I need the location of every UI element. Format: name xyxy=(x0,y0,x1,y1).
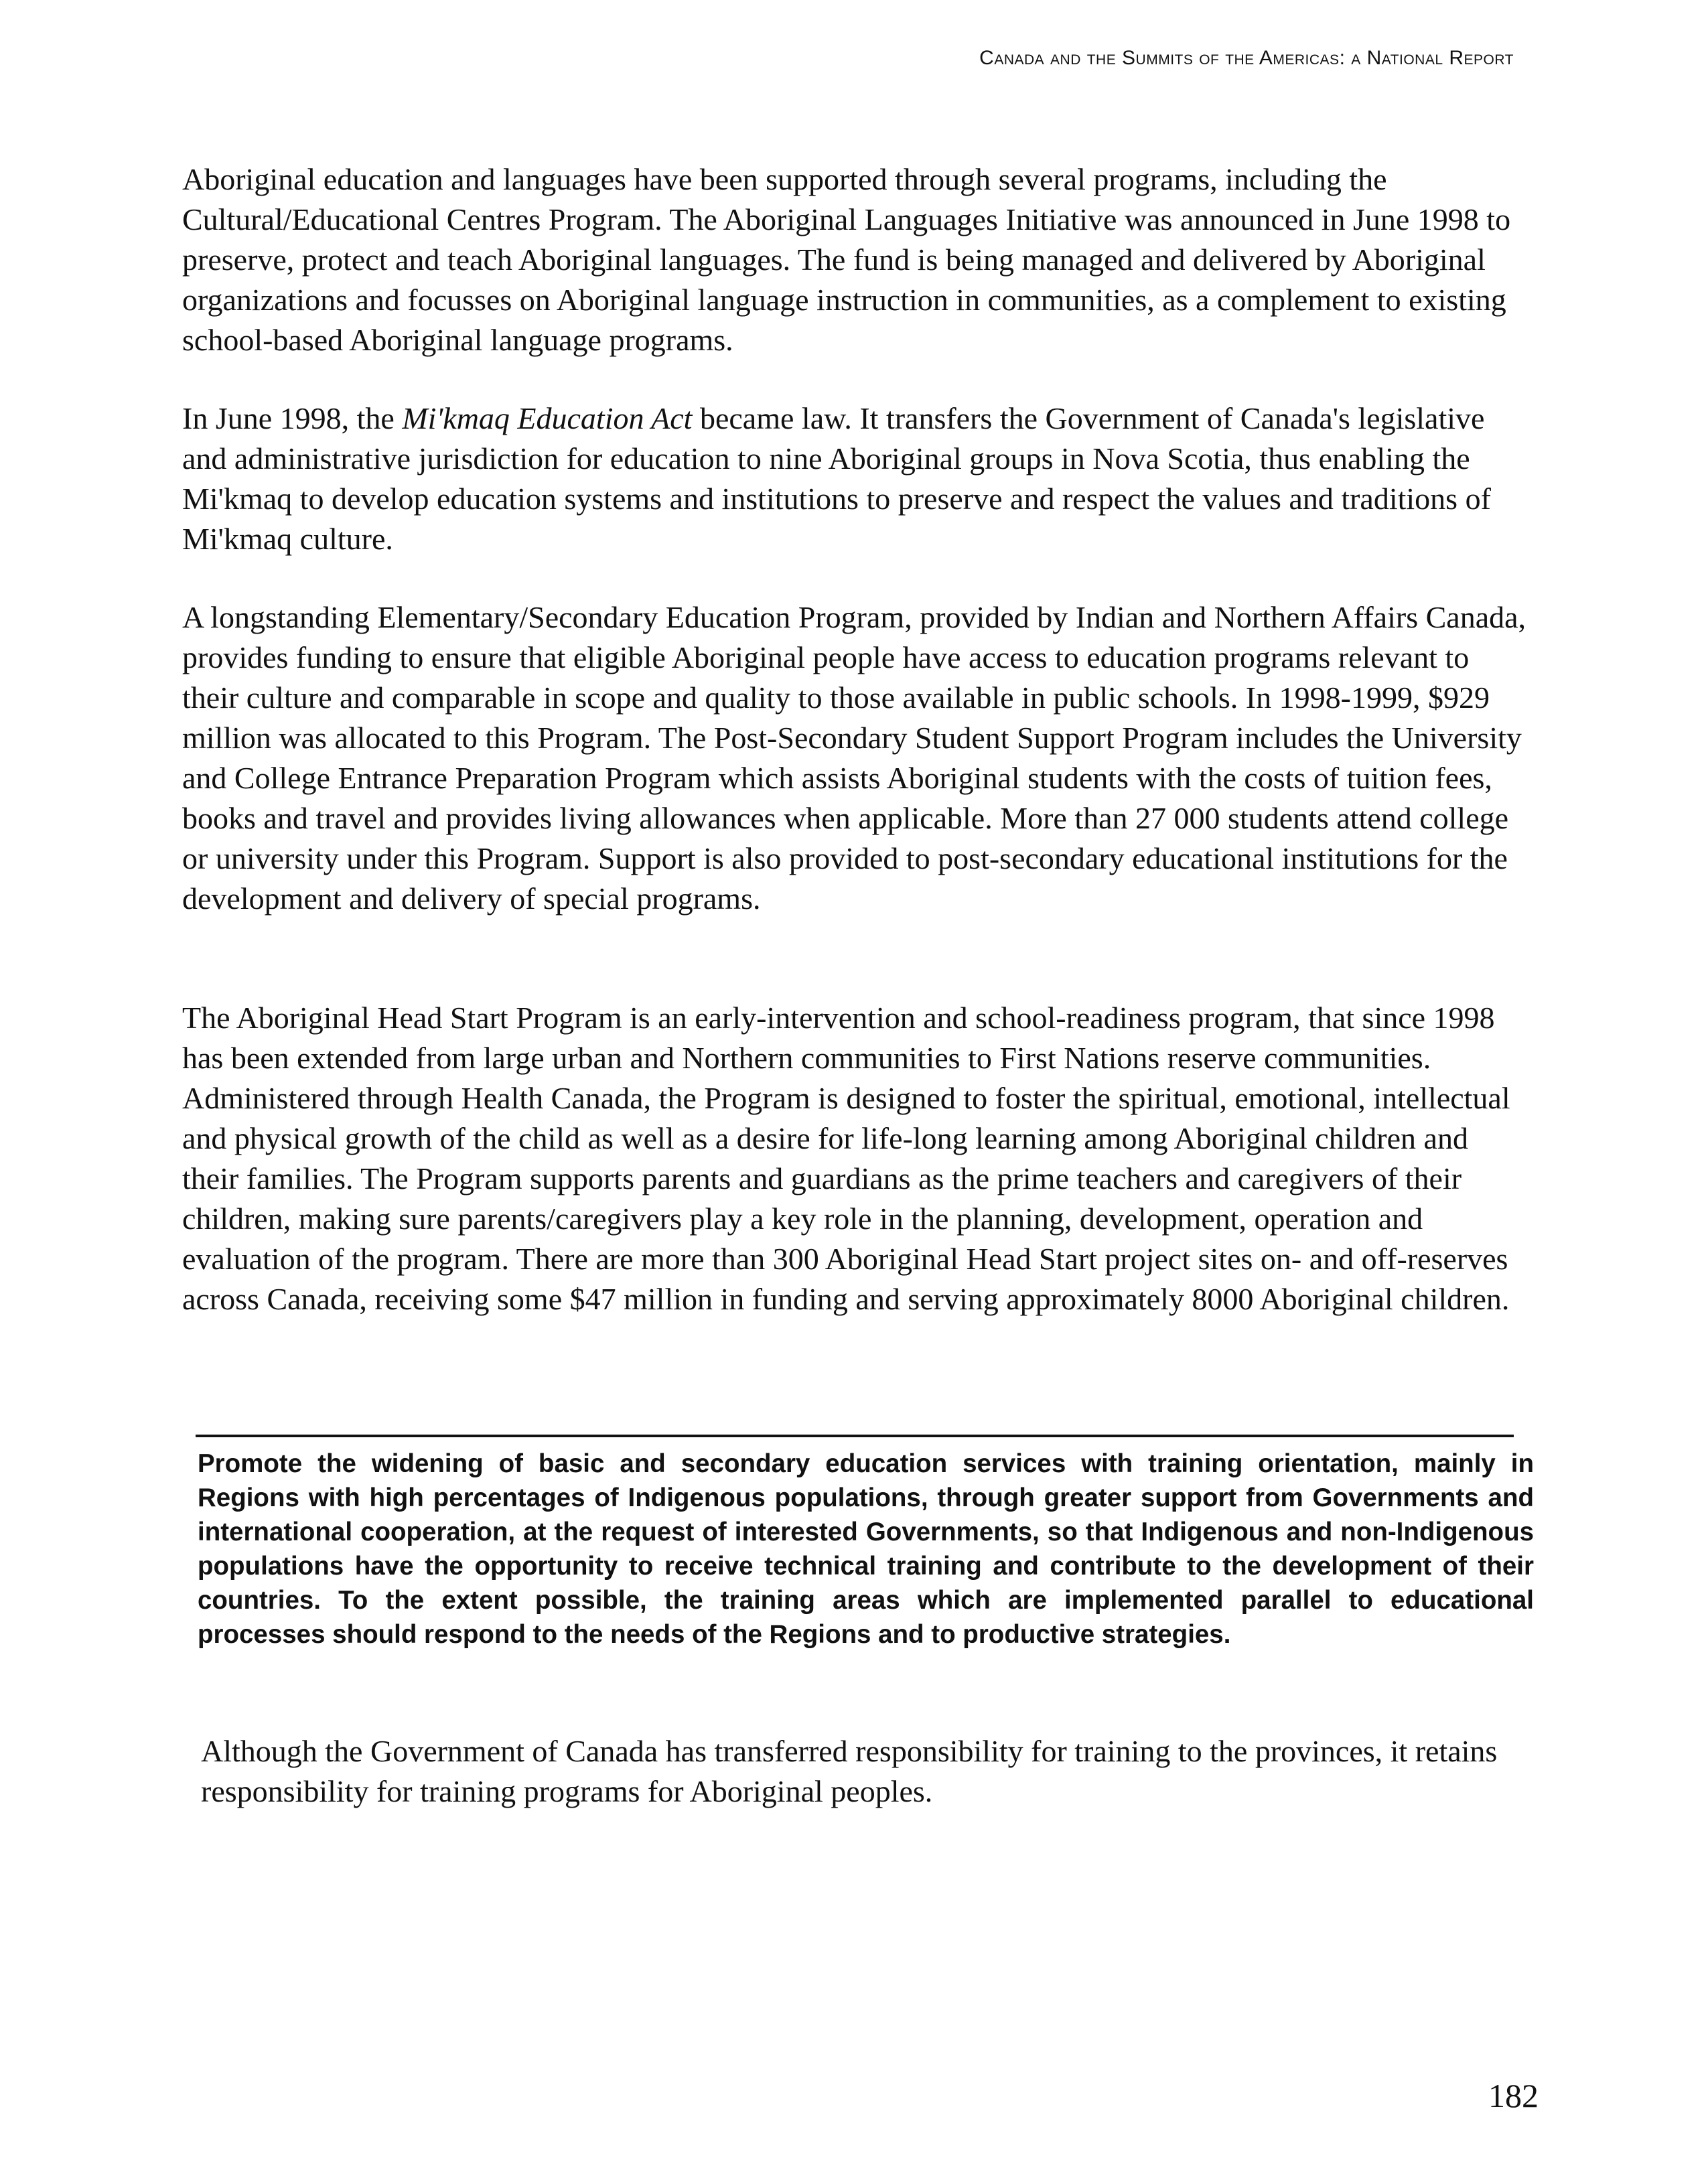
paragraph-elementary-secondary-program: A longstanding Elementary/Secondary Education Program, provided by Indian and Northern Affairs Canada, provides funding to ensure that eligible Aboriginal people have access to education programs relevant to their culture and comparable in scope and quality to those available in public schools. In 1998-1999, $929 million was allocated to this Program. The Post-Secondary Student Support Program includes the University and College Entrance Preparation Program which assists Aboriginal students with the costs of tuition fees, books and travel and provides living allowances when applicable. More than 27 000 students attend college or university under this Program. Support is also provided to post-secondary educational institutions for the development and delivery of special programs. xyxy=(182,600,1526,916)
paragraph-text: In June 1998, the xyxy=(182,401,403,435)
paragraph-text: became law. It transfers the Government of Canada's legislative and administrative jurisdiction for education to nine Aboriginal groups in Nova Scotia, thus enabling the Mi'kmaq to develop education systems and institutions to preserve and respect the values and traditions of Mi'kmaq culture. xyxy=(182,401,1491,556)
paragraph-aboriginal-languages: Aboriginal education and languages have been supported through several programs, including the Cultural/Educational Centres Program. The Aboriginal Languages Initiative was announced in June 1998 to preserve, protect and teach Aboriginal languages. The fund is being managed and delivered by Aboriginal organizations and focusses on Aboriginal language instruction in communities, as a complement to existing school-based Aboriginal language programs. xyxy=(182,162,1511,357)
paragraph-training-responsibility: Although the Government of Canada has transferred responsibility for training to the provinces, it retains responsibility for training programs for Aboriginal peoples. xyxy=(201,1734,1498,1808)
section-divider xyxy=(196,1435,1514,1437)
paragraph-mikmaq-education-act xyxy=(182,398,1528,559)
running-header: Canada and the Summits of the Americas: a National Report xyxy=(979,47,1514,69)
page-number: 182 xyxy=(1488,2077,1539,2114)
paragraph-head-start-program: The Aboriginal Head Start Program is an early-intervention and school-readiness program, that since 1998 has been extended from large urban and Northern communities to First Nations reserve communities. Administered through Health Canada, the Program is designed to foster the spiritual, emotional, intellectual and physical growth of the child as well as a desire for life-long learning among Aboriginal children and their families. The Program supports parents and guardians as the prime teachers and caregivers of their children, making sure parents/caregivers play a key role in the planning, development, operation and evaluation of the program. There are more than 300 Aboriginal Head Start project sites on- and off-reserves across Canada, receiving some $47 million in funding and serving approximately 8000 Aboriginal children. xyxy=(182,1001,1510,1316)
summit-directive-text: Promote the widening of basic and secondary education services with training orientation, mainly in Regions with high percentages of Indigenous populations, through greater support from Governments and international cooperation, at the request of interested Governments, so that Indigenous and non-Indigenous populations have the opportunity to receive technical training and contribute to the development of their countries. To the extent possible, the training areas which are implemented parallel to educational processes should respond to the needs of the Regions and to productive strategies. xyxy=(198,1449,1534,1649)
act-title: Mi'kmaq Education Act xyxy=(402,401,693,435)
